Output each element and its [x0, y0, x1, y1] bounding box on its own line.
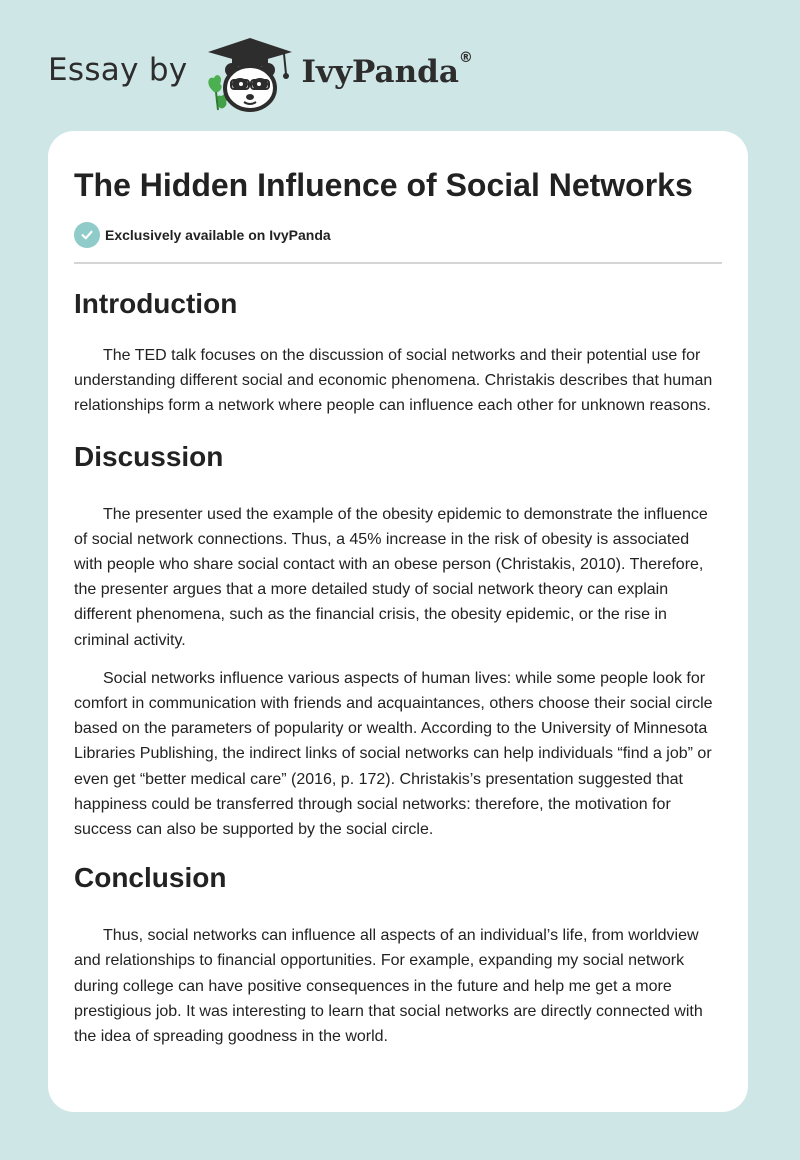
essay-card: [48, 131, 748, 1112]
section-heading: Conclusion: [74, 862, 227, 894]
availability-badge: [74, 221, 722, 249]
panda-graduate-logo-icon: [202, 34, 298, 114]
badge-text: Exclusively available on IvyPanda: [105, 227, 331, 243]
paragraph: Social networks influence various aspects of human lives: while some people look for comfort in communication with friends and acquaintances, others choose their social circle based on the parameters of popularity or wealth. According to the University of Minnesota Libraries Publishing, the indirect links of social networks can help individuals “find a job” or even get “better medical care” (2016, p. 172). Christakis’s presentation suggested that happiness could be transferred through social networks: therefore, the motivation for success can also be supported by the social circle.: [74, 669, 713, 839]
check-circle-icon: [74, 222, 100, 248]
brand-header: [48, 34, 473, 114]
brand-name-text: IvyPanda: [301, 54, 459, 90]
brand-prefix: Essay by: [48, 52, 188, 88]
section-heading: Discussion: [74, 440, 224, 472]
brand-name: [301, 50, 473, 90]
section-introduction: [74, 286, 722, 419]
section-conclusion: [74, 860, 722, 1049]
section-discussion: [74, 439, 722, 843]
paragraph: The TED talk focuses on the discussion of social networks and their potential use for understanding different social and economic phenomena. Christakis describes that human relationships form a network where people can influence each other for unknown reasons.: [74, 347, 713, 415]
title-divider: [74, 262, 722, 264]
paragraph: The presenter used the example of the obesity epidemic to demonstrate the influence of social network connections. Thus, a 45% increase in the risk of obesity is associated with people who share social contact with an obese person (Christakis, 2010). Therefore, the presenter argues that a more detailed study of social network theory can explain different phenomena, such as the financial crisis, the obesity epidemic, or the rise in criminal activity.: [74, 505, 708, 649]
section-heading: Introduction: [74, 288, 238, 319]
paragraph: Thus, social networks can influence all aspects of an individual’s life, from worldview and relationships to financial opportunities. For example, expanding my social network during college can have positive consequences in the future and help me get a more prestigious job. It was interesting to learn that social networks are directly connected with the idea of spreading goodness in the world.: [74, 927, 703, 1046]
registered-mark: ®: [458, 50, 473, 66]
page-title: The Hidden Influence of Social Networks: [74, 167, 693, 203]
